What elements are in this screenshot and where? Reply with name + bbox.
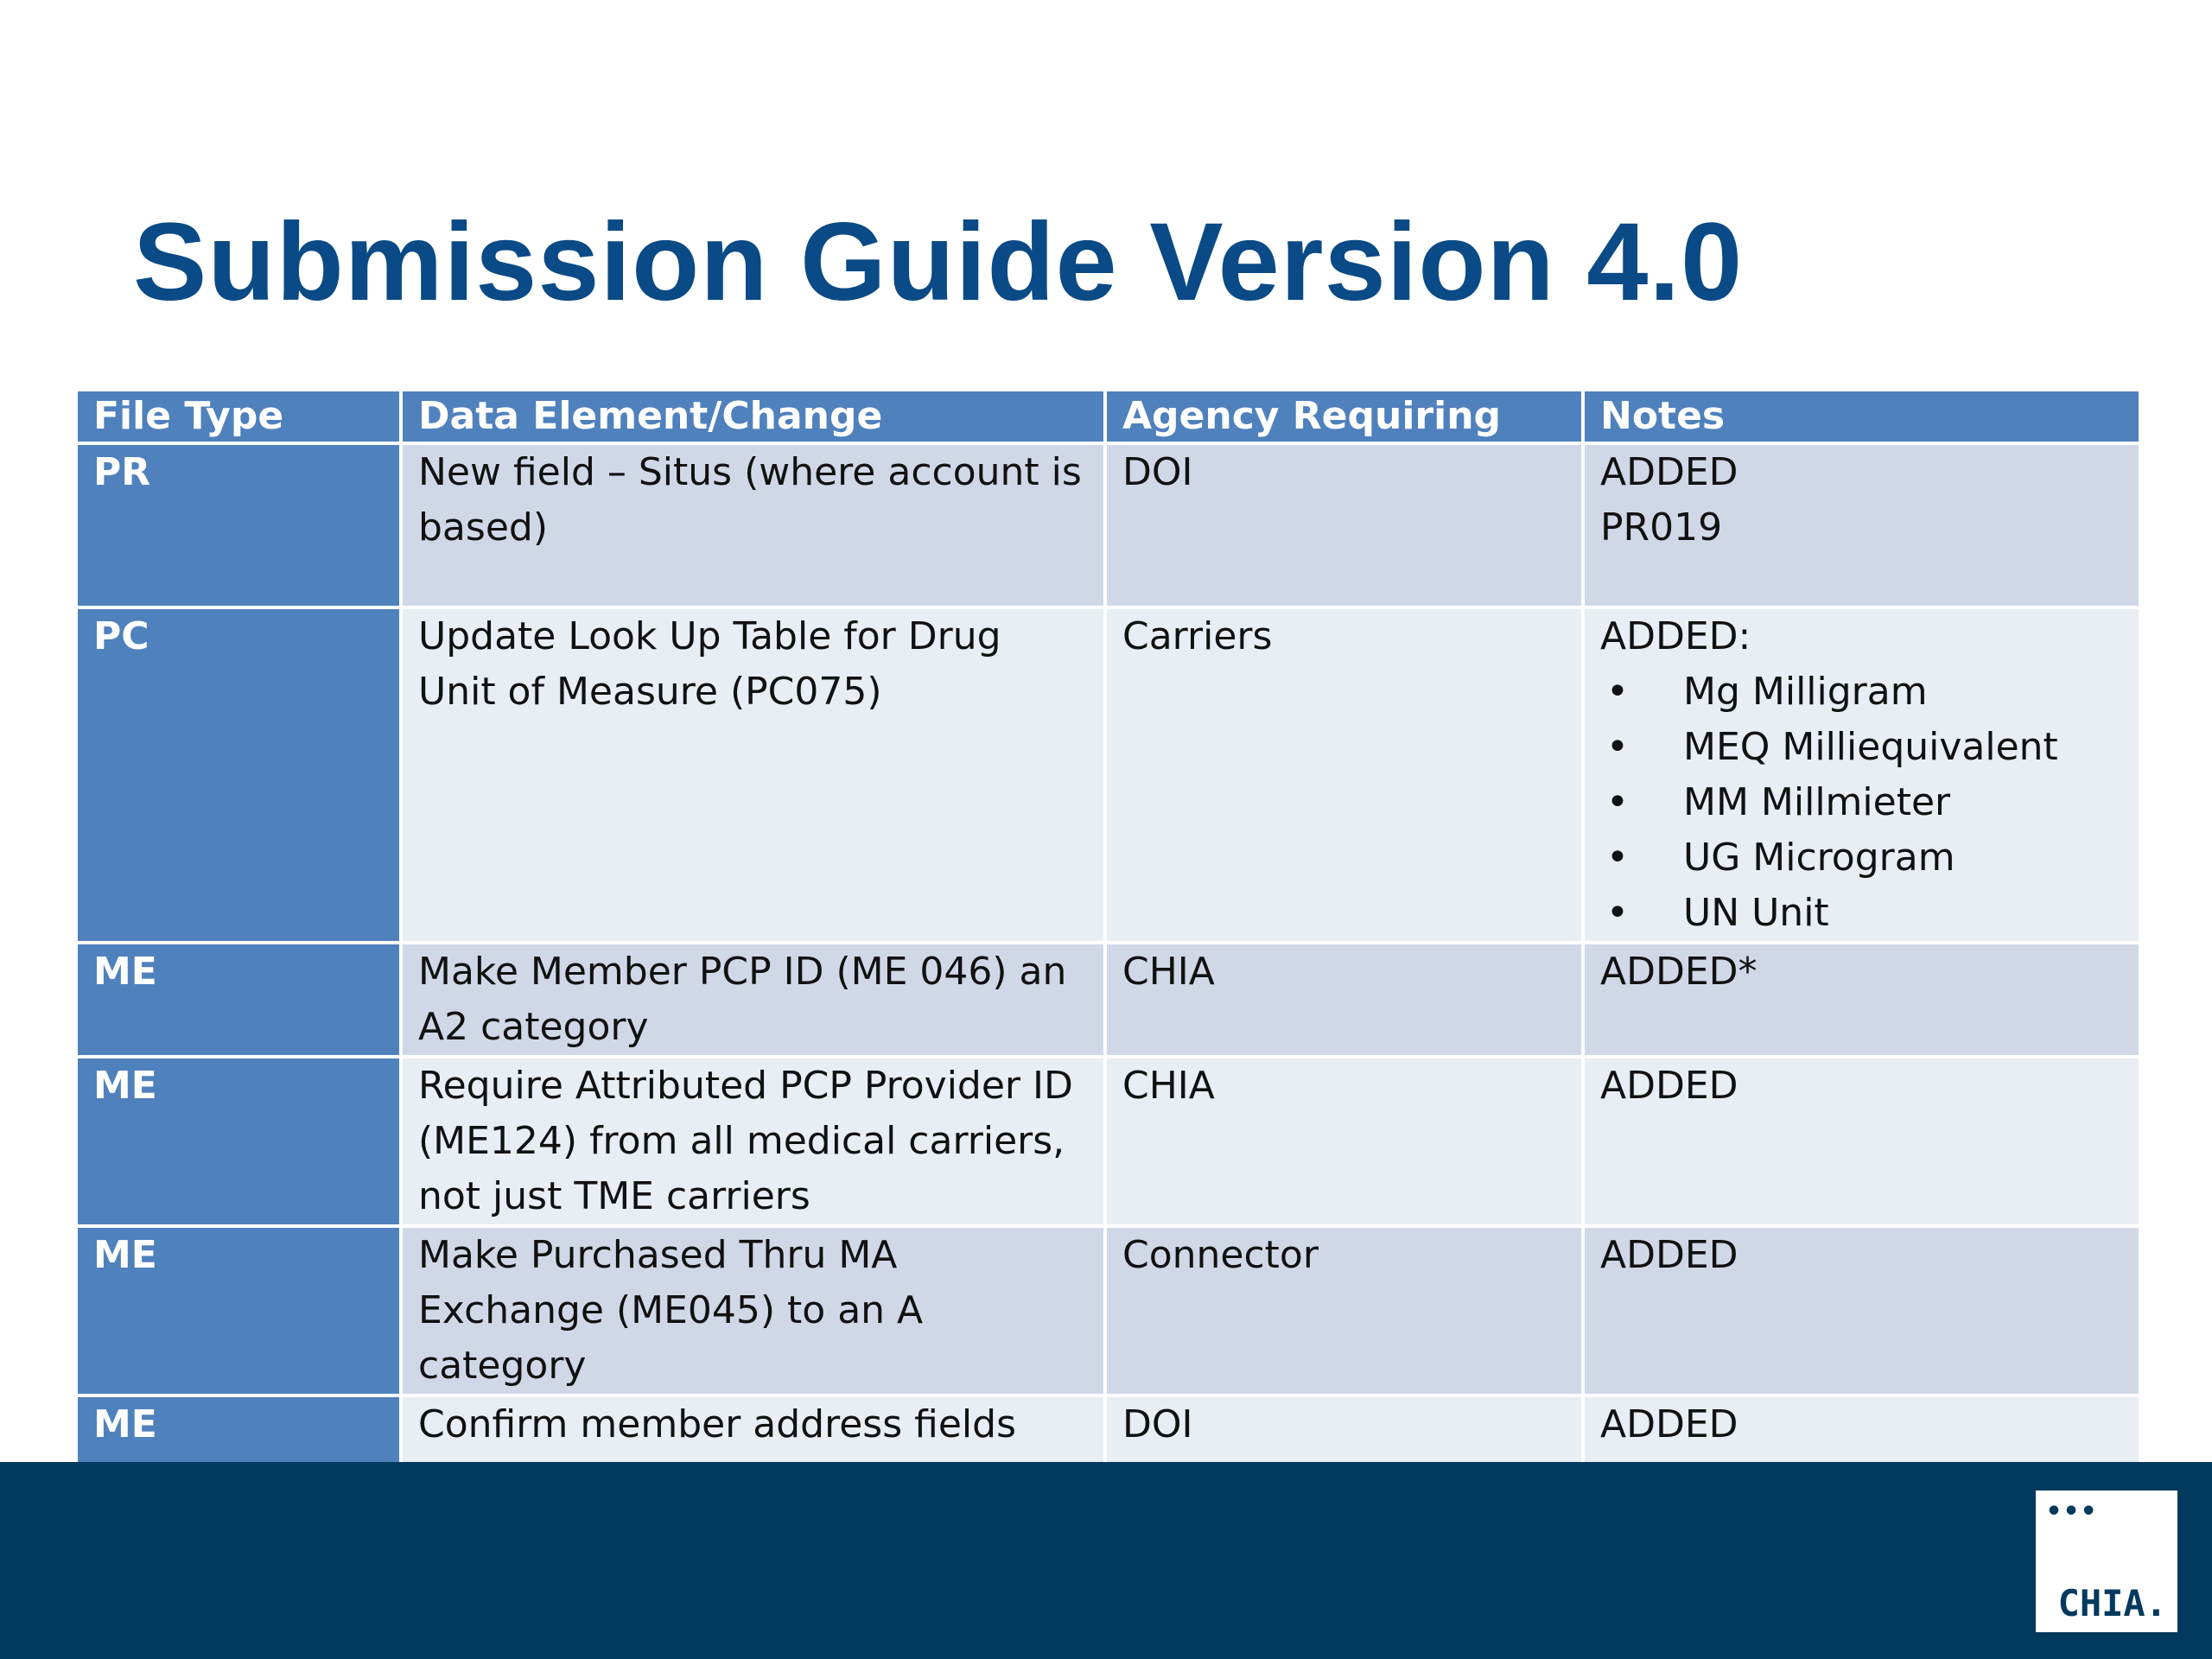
cell-agency: CHIA: [1105, 1057, 1583, 1226]
header-notes: Notes: [1583, 390, 2140, 443]
bullet-icon: •: [1606, 780, 1629, 824]
table-row: [76, 943, 2140, 1057]
cell-notes: [1583, 1057, 2140, 1226]
header-data-element: Data Element/Change: [401, 390, 1105, 443]
table-row: [76, 443, 2140, 607]
bullet-text: MM Millmieter: [1683, 780, 1951, 824]
cell-file-type: ME: [76, 943, 401, 1057]
notes-bullet-list: [1600, 664, 2123, 941]
cell-file-type: ME: [76, 1395, 401, 1510]
note-line: ADDED: [1600, 1233, 1738, 1277]
bullet-icon: •: [1606, 836, 1629, 880]
note-line: PR019: [1600, 505, 1723, 550]
note-line: ADDED: [1600, 1402, 1738, 1446]
table-body: [76, 443, 2140, 1510]
logo-dots: •••: [2046, 1497, 2099, 1527]
list-item: [1600, 664, 2123, 720]
note-line: ADDED*: [1600, 950, 1758, 994]
list-item: [1600, 720, 2123, 775]
bullet-icon: •: [1606, 891, 1629, 935]
cell-file-type: ME: [76, 1226, 401, 1395]
cell-data-element: Make Purchased Thru MA Exchange (ME045) to an A category: [401, 1226, 1105, 1395]
header-agency: Agency Requiring: [1105, 390, 1583, 443]
cell-agency: DOI: [1105, 443, 1583, 607]
cell-file-type: PR: [76, 443, 401, 607]
cell-file-type: PC: [76, 607, 401, 943]
bullet-text: MEQ Milliequivalent: [1683, 725, 2058, 769]
chia-logo: [2036, 1491, 2177, 1632]
bullet-text: UG Microgram: [1683, 836, 1955, 880]
table-row: [76, 1057, 2140, 1226]
cell-notes: [1583, 443, 2140, 607]
table-header-row: [76, 390, 2140, 443]
cell-agency: CHIA: [1105, 943, 1583, 1057]
table-row: [76, 607, 2140, 943]
bullet-icon: •: [1606, 725, 1629, 769]
logo-text: CHIA.: [2057, 1582, 2167, 1624]
cell-data-element: Confirm member address fields: [401, 1395, 1105, 1510]
cell-data-element: New field – Situs (where account is based): [401, 443, 1105, 607]
list-item: [1600, 830, 2123, 886]
footer-bar: [0, 1462, 2212, 1659]
list-item: [1600, 775, 2123, 830]
submission-changes-table-wrap: [74, 388, 2139, 1446]
list-item: [1600, 886, 2123, 941]
submission-changes-table: [74, 388, 2142, 1511]
bullet-text: UN Unit: [1683, 891, 1829, 935]
cell-notes: [1583, 943, 2140, 1057]
bullet-icon: •: [1606, 670, 1629, 714]
cell-notes: [1583, 1226, 2140, 1395]
cell-data-element: Make Member PCP ID (ME 046) an A2 category: [401, 943, 1105, 1057]
note-line: ADDED: [1600, 1064, 1738, 1108]
cell-file-type: ME: [76, 1057, 401, 1226]
header-file-type: File Type: [76, 390, 401, 443]
cell-agency: Carriers: [1105, 607, 1583, 943]
cell-data-element: Update Look Up Table for Drug Unit of Measure (PC075): [401, 607, 1105, 943]
cell-data-element: Require Attributed PCP Provider ID (ME124) from all medical carriers, not just TME carriers: [401, 1057, 1105, 1226]
note-line: ADDED: [1600, 450, 1738, 494]
bullet-text: Mg Milligram: [1683, 670, 1928, 714]
table-row: [76, 1226, 2140, 1395]
cell-notes: [1583, 607, 2140, 943]
cell-agency: Connector: [1105, 1226, 1583, 1395]
cell-agency: DOI: [1105, 1395, 1583, 1510]
note-line: ADDED:: [1600, 614, 1751, 658]
slide-title: Submission Guide Version 4.0: [133, 200, 1744, 324]
